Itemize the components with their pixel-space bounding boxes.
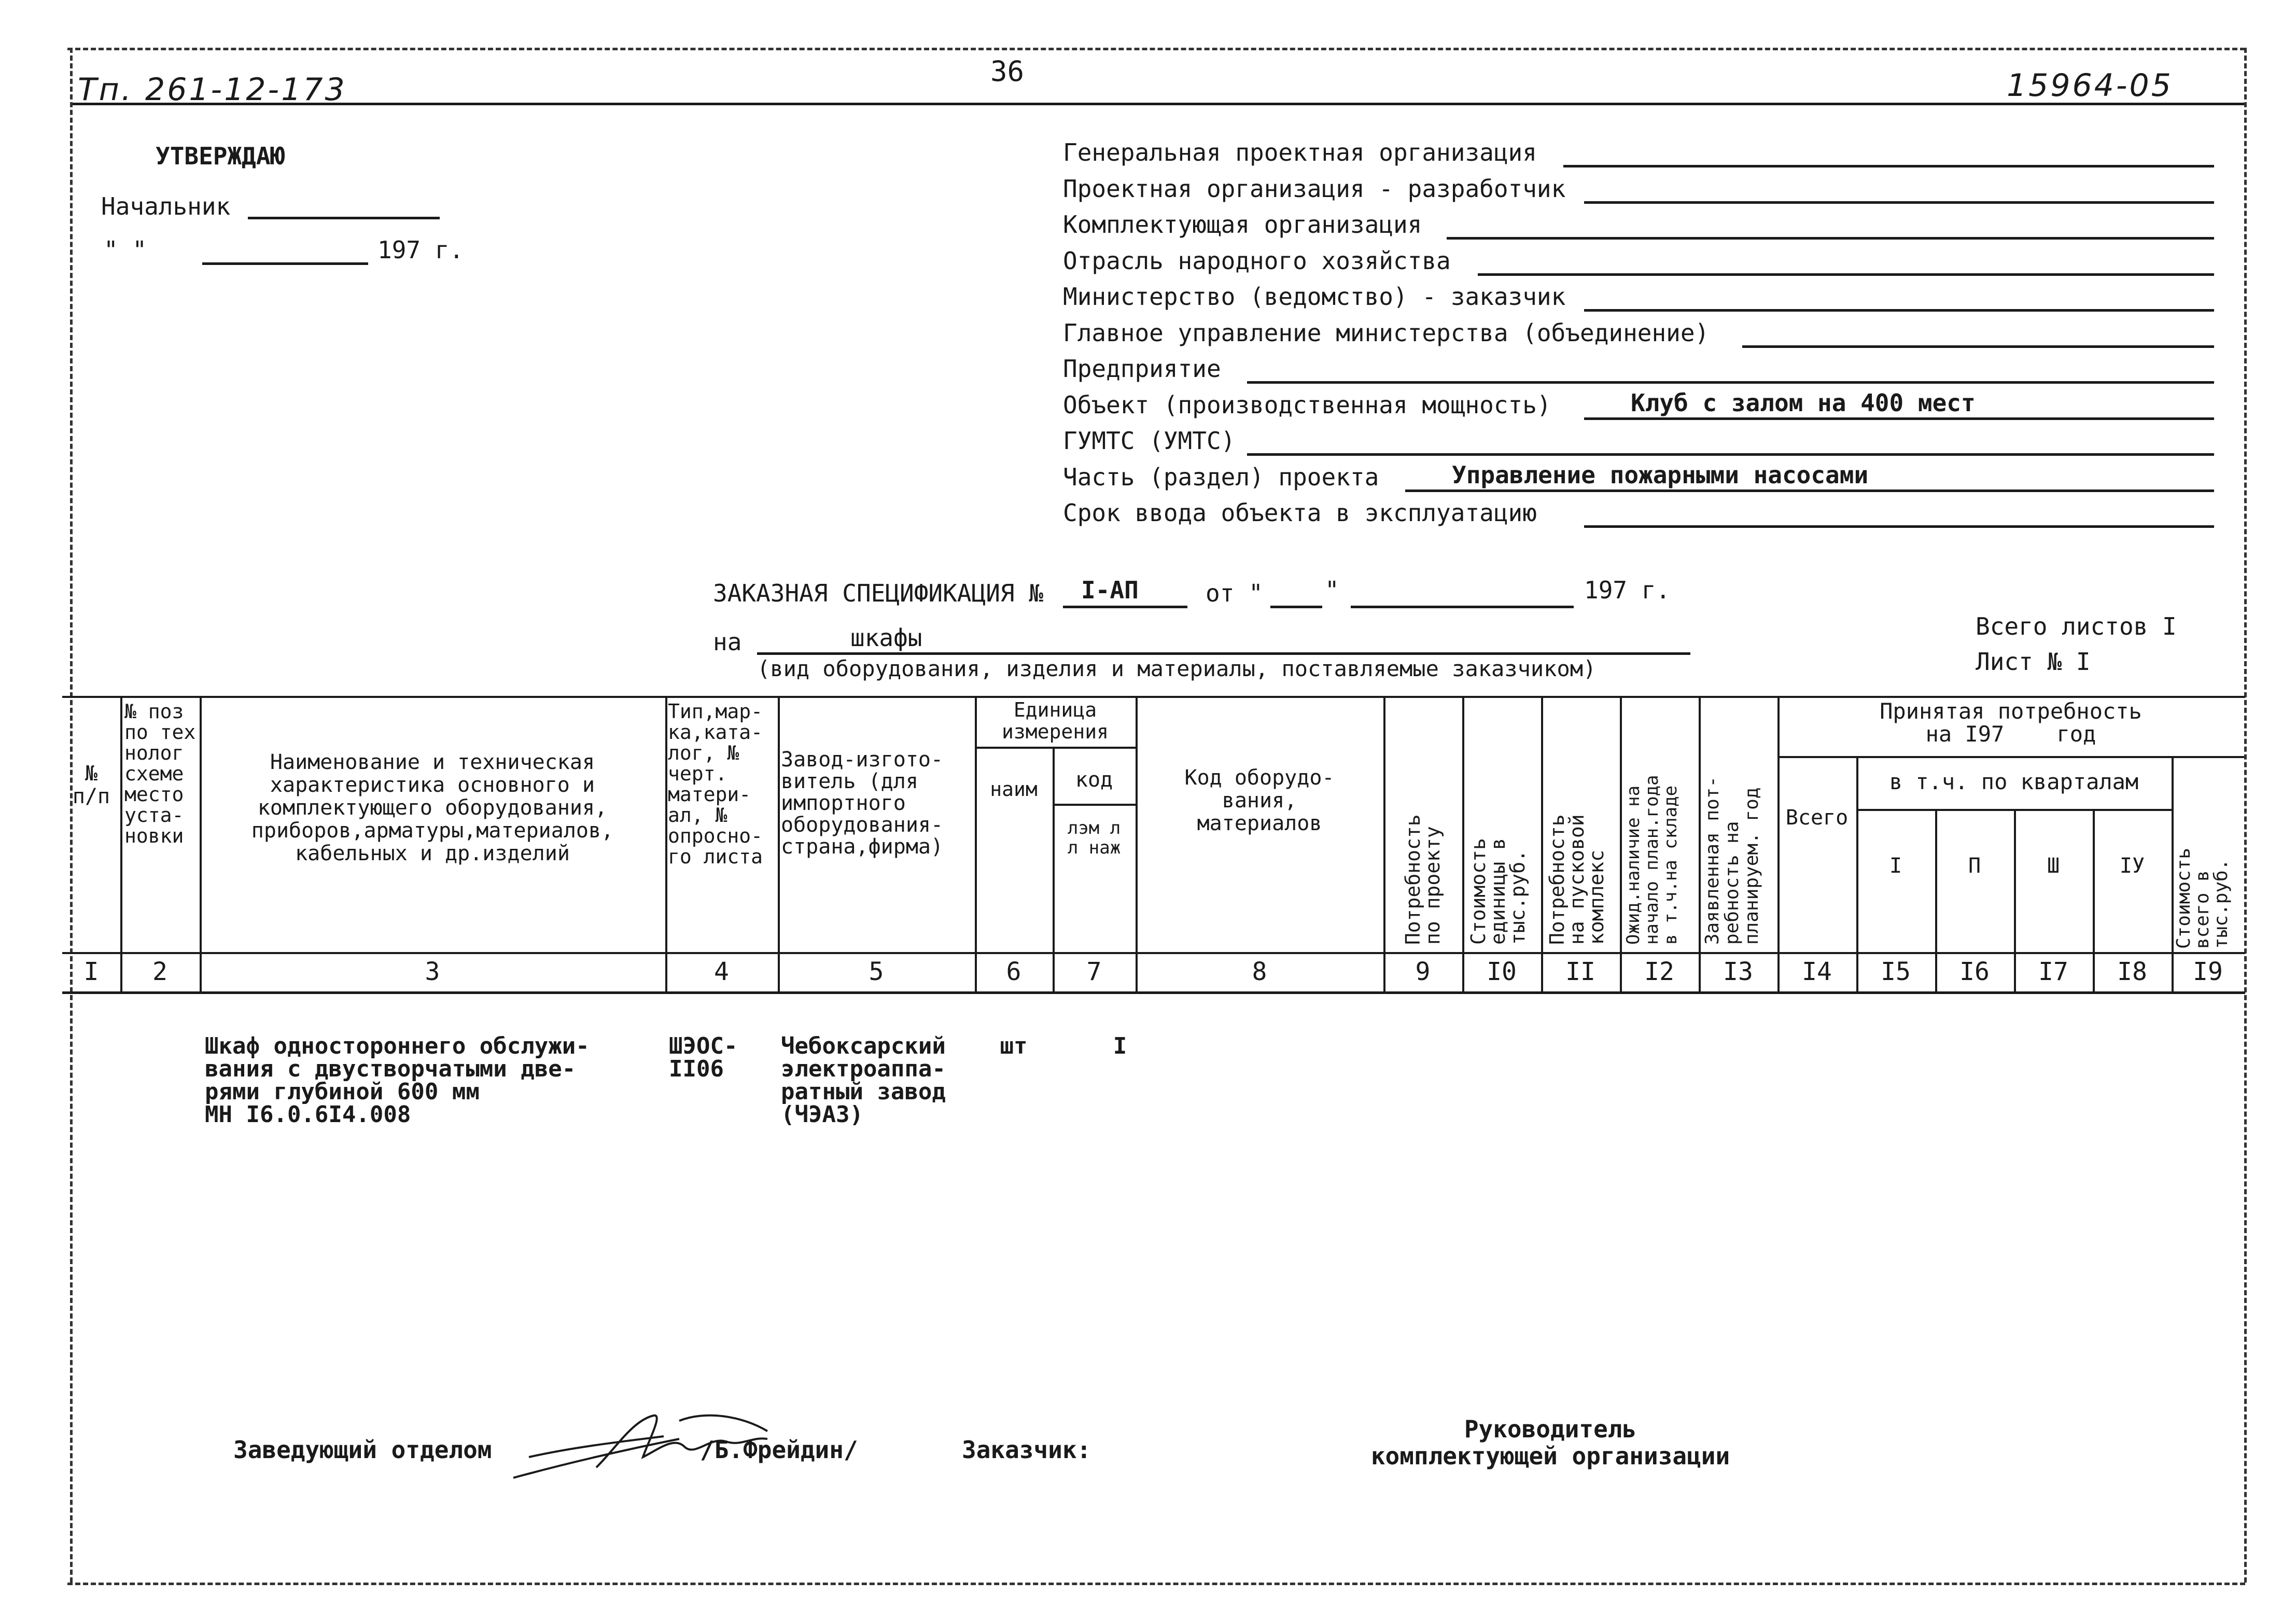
- org-label: Часть (раздел) проекта: [1063, 463, 1379, 491]
- header-c3: Наименование и техническая характеристика основного и комплектующего оборудования, приборов,арматуры,материалов, кабельных и др.изделий: [251, 750, 614, 865]
- chief-signature-line: [248, 217, 440, 219]
- org-label: Срок ввода объекта в эксплуатацию: [1063, 499, 1537, 527]
- header-c12: Ожид.наличие на начало план.года в т.ч.на складе: [1623, 775, 1681, 945]
- code-split-line: [1053, 804, 1136, 806]
- footer-org-head: Руководитель комплектующей организации: [1370, 1415, 1730, 1470]
- column-number: I0: [1487, 957, 1517, 986]
- date-quotes: " ": [104, 236, 147, 264]
- header-c1: № п/п: [72, 762, 110, 808]
- org-value: Управление пожарными насосами: [1452, 460, 1869, 489]
- column-number: 5: [869, 957, 884, 986]
- org-label: Комплектующая организация: [1063, 211, 1422, 239]
- header-c19: Стоимость всего в тыс.руб.: [2173, 847, 2232, 949]
- unit-split-line: [975, 747, 1136, 749]
- column-number: 8: [1252, 957, 1267, 986]
- spec-month-line: [1351, 606, 1574, 608]
- org-label: ГУМТС (УМТС): [1063, 427, 1236, 455]
- org-fill-line: [1584, 201, 2214, 204]
- column-number: I9: [2193, 957, 2223, 986]
- chief-label: Начальник: [101, 192, 231, 220]
- frame-right: [2244, 48, 2247, 1583]
- frame-bottom: [67, 1583, 2245, 1585]
- archive-number: 15964-05: [2007, 67, 2173, 104]
- header-q2: П: [1968, 854, 1981, 878]
- org-fill-line: [1247, 453, 2214, 456]
- col-line: [778, 696, 780, 991]
- row-maker: Чебоксарский электроаппа- ратный завод (ЧЭАЗ): [781, 1033, 946, 1128]
- org-fill-line: [1584, 525, 2214, 528]
- approval-year: 197 г.: [377, 236, 464, 264]
- spec-title: ЗАКАЗНАЯ СПЕЦИФИКАЦИЯ №: [713, 579, 1043, 607]
- column-number: I7: [2038, 957, 2068, 986]
- footer-head-dept: Заведующий отделом: [233, 1436, 492, 1464]
- sheet-number: Лист № I: [1976, 648, 2091, 676]
- column-number: 4: [714, 957, 729, 986]
- org-label: Главное управление министерства (объединение): [1063, 318, 1710, 347]
- row-type: ШЭОС- II06: [669, 1033, 738, 1082]
- col-line: [1462, 696, 1464, 991]
- org-label: Министерство (ведомство) - заказчик: [1063, 283, 1566, 311]
- column-number: I4: [1802, 957, 1832, 986]
- header-q1: I: [1889, 854, 1902, 878]
- spec-day-line: [1270, 606, 1322, 608]
- header-q4: IУ: [2119, 854, 2145, 878]
- column-number: I3: [1723, 957, 1753, 986]
- spec-from: от ": [1206, 579, 1263, 607]
- column-number: 9: [1415, 957, 1431, 986]
- spec-year: 197 г.: [1584, 576, 1671, 604]
- column-number: 7: [1086, 957, 1102, 986]
- column-number: II: [1565, 957, 1595, 986]
- column-number: I5: [1881, 957, 1911, 986]
- spec-subject: шкафы: [850, 624, 922, 652]
- spec-from-close: ": [1325, 576, 1339, 604]
- header-c11: Потребность на пусковой комплекс: [1546, 814, 1608, 945]
- org-fill-line: [1584, 309, 2214, 312]
- org-fill-line: [1247, 381, 2214, 384]
- org-fill-line: [1742, 345, 2214, 348]
- frame-top: [67, 48, 2245, 50]
- col-line: [1136, 696, 1138, 991]
- header-unit: Единица измерения: [1002, 698, 1109, 743]
- header-q3: Ш: [2047, 854, 2060, 878]
- doc-code: Тп. 261-12-173: [78, 72, 347, 108]
- column-number: I8: [2117, 957, 2147, 986]
- column-number: 6: [1006, 957, 1021, 986]
- approve-label: УТВЕРЖДАЮ: [156, 142, 285, 170]
- date-line: [202, 262, 368, 265]
- header-quarters: в т.ч. по кварталам: [1889, 769, 2139, 794]
- spec-number-line: [1063, 606, 1187, 608]
- table-top-line: [62, 696, 2245, 698]
- col-line: [120, 696, 122, 991]
- spec-number: I-АП: [1081, 576, 1139, 604]
- column-number: 3: [425, 957, 440, 986]
- column-number: I2: [1644, 957, 1674, 986]
- col-line: [1699, 696, 1701, 991]
- header-c5: Завод-изгото- витель (для импортного оборудования- страна,фирма): [781, 748, 944, 859]
- footer-signer: /Б.Фрейдин/: [700, 1436, 858, 1464]
- sheets-total: Всего листов I: [1976, 612, 2177, 640]
- header-c13: Заявленная пот- ребность на планируем. год: [1702, 776, 1762, 945]
- header-accepted: Принятая потребность на I97 год: [1880, 698, 2142, 747]
- column-number: I: [83, 957, 99, 986]
- spec-subject-caption: (вид оборудования, изделия и материалы, поставляемые заказчиком): [757, 656, 1597, 681]
- org-fill-line: [1563, 165, 2214, 167]
- header-unit-code: код: [1075, 768, 1113, 792]
- frame-left: [70, 48, 73, 1583]
- page-number: 36: [990, 55, 1025, 88]
- header-total: Всего: [1785, 806, 1849, 830]
- row-name: Шкаф одностороннего обслужи- вания с двустворчатыми две- рями глубиной 600 мм МН I6.0.6I4.008: [205, 1033, 590, 1128]
- org-label: Объект (производственная мощность): [1063, 390, 1551, 419]
- column-number: I6: [1959, 957, 1990, 986]
- org-fill-line: [1478, 273, 2214, 276]
- org-fill-line: [1405, 489, 2214, 492]
- org-label: Проектная организация - разработчик: [1063, 174, 1566, 203]
- header-unit-code-sub: лэм л л наж: [1067, 818, 1121, 858]
- col-line: [665, 696, 667, 991]
- header-bottom-line: [62, 952, 2245, 954]
- column-number: 2: [152, 957, 167, 986]
- org-label: Отрасль народного хозяйства: [1063, 246, 1451, 275]
- col-line: [1383, 696, 1385, 991]
- spec-subject-line: [757, 652, 1690, 655]
- footer-customer: Заказчик:: [962, 1436, 1091, 1464]
- org-fill-line: [1447, 237, 2214, 240]
- header-c4: Тип,мар- ка,ката- лог, № черт. матери- ал, № опросно- го листа: [668, 700, 763, 868]
- header-rule: [73, 103, 2244, 105]
- org-value: Клуб с залом на 400 мест: [1631, 388, 1976, 417]
- org-label: Предприятие: [1063, 355, 1221, 383]
- row-unit: шт: [1000, 1033, 1028, 1059]
- accepted-split-line: [1777, 756, 2244, 758]
- header-c8: Код оборудо- вания, материалов: [1184, 766, 1335, 835]
- col-line: [1541, 696, 1543, 991]
- header-c9: Потребность по проекту: [1402, 814, 1444, 945]
- org-fill-line: [1584, 417, 2214, 420]
- col-line: [1620, 696, 1622, 991]
- numbers-bottom-line: [62, 991, 2245, 994]
- header-unit-name: наим: [990, 778, 1038, 801]
- row-qty: I: [1113, 1033, 1127, 1059]
- org-label: Генеральная проектная организация: [1063, 138, 1537, 166]
- header-c10: Стоимость единицы в тыс.руб.: [1467, 838, 1529, 945]
- spec-na: на: [713, 628, 742, 656]
- header-c2: № поз по тех нолог схеме место уста- новки: [124, 700, 196, 847]
